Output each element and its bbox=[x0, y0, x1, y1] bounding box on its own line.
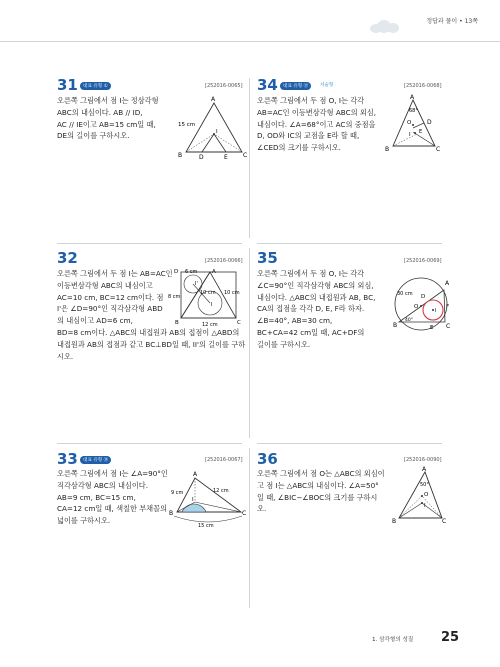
fig-label: B bbox=[392, 518, 397, 525]
problem-type-badge: 대표 유형 ⑭ bbox=[80, 456, 111, 464]
fig-label: E bbox=[430, 325, 434, 331]
problem-text: 오른쪽 그림에서 두 점 O, I는 각각 AB=AC인 이등변삼각형 ABC의 외심, 내심이다. ∠A=68°이고 AC의 중점을 D, OD와 IC의 교점을 E라 할 때, ∠CED의 크기를 구하시오. bbox=[257, 96, 376, 153]
problem-code: [252016-0067] bbox=[205, 457, 243, 463]
problem-extra-badge: 서술형 bbox=[320, 83, 334, 88]
fig-label: 30 cm bbox=[397, 291, 413, 297]
fig-label: I bbox=[211, 302, 213, 308]
fig-label: B bbox=[178, 152, 183, 159]
fig-label: 50° bbox=[420, 482, 429, 488]
fig-label: 6 cm bbox=[185, 269, 198, 275]
fig-label: C bbox=[436, 146, 441, 153]
row-divider-right-1 bbox=[257, 243, 442, 244]
row-divider-left-1 bbox=[57, 243, 242, 244]
fig-label: E bbox=[419, 129, 423, 135]
fig-label: D bbox=[421, 294, 426, 300]
problem-type-badge: 대표 유형 ⑰ bbox=[280, 82, 311, 90]
fig-label: A bbox=[211, 96, 216, 103]
fig-label: I bbox=[435, 308, 437, 314]
fig-label: A bbox=[445, 280, 450, 287]
fig-label: B bbox=[393, 322, 398, 329]
fig-label: 9 cm bbox=[171, 490, 184, 496]
problem-number: 36 bbox=[257, 450, 278, 468]
fig-label: B bbox=[385, 146, 390, 153]
fig-label: C bbox=[242, 510, 247, 517]
problem-text: 오른쪽 그림에서 점 I는 정삼각형 ABC의 내심이다. AB // ID, AC // IE이고 AB=15 cm일 때, DE의 길이를 구하시오. bbox=[57, 96, 159, 141]
problem-code: [252016-0065] bbox=[205, 83, 243, 89]
fig-label: 12 cm bbox=[202, 322, 218, 328]
problem-text: 오른쪽 그림에서 점 O는 △ABC의 외심이 고 점 I는 △ABC의 내심이다. ∠A=50° 일 때, ∠BIC−∠BOC의 크기를 구하시 오. bbox=[257, 469, 385, 514]
fig-label: F bbox=[446, 304, 450, 310]
problem-type-badge: 대표 유형 ① bbox=[80, 82, 111, 90]
figure-p35 bbox=[393, 268, 453, 338]
problem-number: 35 bbox=[257, 249, 278, 267]
fig-label: 8 cm bbox=[168, 294, 181, 300]
problem-code: [252016-0069] bbox=[404, 258, 442, 264]
problem-text: 오른쪽 그림에서 점 I는 ∠A=90°인 직각삼각형 ABC의 내심이다. AB=9 cm, BC=15 cm, CA=12 cm일 때, 색칠한 부채꼴의 넓이를 구하시오. bbox=[57, 469, 168, 526]
fig-label: A bbox=[410, 94, 415, 101]
problem-code: [252016-0090] bbox=[404, 457, 442, 463]
fig-label: D bbox=[427, 119, 432, 126]
figure-p31 bbox=[178, 96, 250, 162]
fig-label: B bbox=[175, 320, 179, 326]
fig-label: 15 cm bbox=[178, 122, 196, 128]
problem-number: 33 bbox=[57, 450, 78, 468]
problem-code: [252016-0068] bbox=[404, 83, 442, 89]
row-divider-right-2 bbox=[257, 443, 442, 444]
problem-text: 오른쪽 그림에서 두 점 O, I는 각각 ∠C=90°인 직각삼각형 ABC의 외심, 내심이다. △ABC의 내접원과 AB, BC, CA의 접점을 각각 D, E, F라 하자. ∠B=40°, AB=30 cm, BC+CA=42 cm일 때, AC+DF의 길이를 구하시오. bbox=[257, 269, 376, 349]
figure-p32 bbox=[168, 266, 250, 328]
fig-label: A bbox=[422, 466, 427, 473]
problem-number: 32 bbox=[57, 249, 78, 267]
answer-reference: 정답과 풀이 • 13쪽 bbox=[426, 18, 478, 25]
fig-label: C bbox=[446, 323, 451, 330]
figure-p36 bbox=[392, 466, 448, 528]
header-divider bbox=[0, 41, 500, 42]
fig-label: C bbox=[442, 518, 447, 525]
problem-code: [252016-0066] bbox=[205, 258, 243, 264]
figure-p34 bbox=[385, 94, 447, 156]
fig-label: I' bbox=[195, 281, 198, 287]
chapter-title: 1. 삼각형의 성질 bbox=[372, 637, 414, 643]
header-cloud-decoration bbox=[368, 18, 402, 34]
fig-label: 10 cm bbox=[224, 290, 240, 296]
fig-label: A bbox=[212, 269, 216, 275]
fig-label: B bbox=[169, 510, 174, 517]
fig-label: I bbox=[424, 503, 426, 509]
fig-label: 15 cm bbox=[198, 523, 214, 528]
fig-label: I bbox=[409, 132, 411, 138]
problem-number: 34 bbox=[257, 76, 278, 94]
fig-label: I bbox=[192, 497, 194, 503]
problem-text: 오른쪽 그림에서 두 점 I는 AB=AC인 이등변삼각형 ABC의 내심이고 AC=10 cm, BC=12 cm이다. 점 I'은 ∠D=90°인 직각삼각형 ABD 의 내심이고 AD=6 cm, BD=8 cm이다. △ABC의 내접원과 AB의 접점이 △ABD의 내접원과 AB의 접점과 같고 BC⊥BD일 때, II'의 길이를 구하 시오. bbox=[57, 269, 246, 361]
fig-label: 68° bbox=[409, 108, 418, 114]
problem-number: 31 bbox=[57, 76, 78, 94]
fig-label: D bbox=[199, 154, 204, 161]
fig-label: 10 cm bbox=[200, 290, 216, 296]
fig-label: E bbox=[224, 154, 228, 161]
fig-label: O bbox=[424, 492, 429, 498]
figure-p33 bbox=[168, 470, 250, 528]
fig-label: O bbox=[414, 304, 419, 310]
fig-label: D bbox=[174, 269, 179, 275]
fig-label: A bbox=[193, 471, 198, 478]
row-divider-left-2 bbox=[57, 443, 242, 444]
fig-label: I bbox=[216, 129, 218, 135]
fig-label: C bbox=[237, 320, 241, 326]
fig-label: C bbox=[243, 152, 248, 159]
page-number: 25 bbox=[441, 630, 460, 645]
fig-label: 40° bbox=[405, 318, 413, 323]
fig-label: O bbox=[407, 120, 412, 126]
fig-label: 12 cm bbox=[213, 488, 229, 494]
